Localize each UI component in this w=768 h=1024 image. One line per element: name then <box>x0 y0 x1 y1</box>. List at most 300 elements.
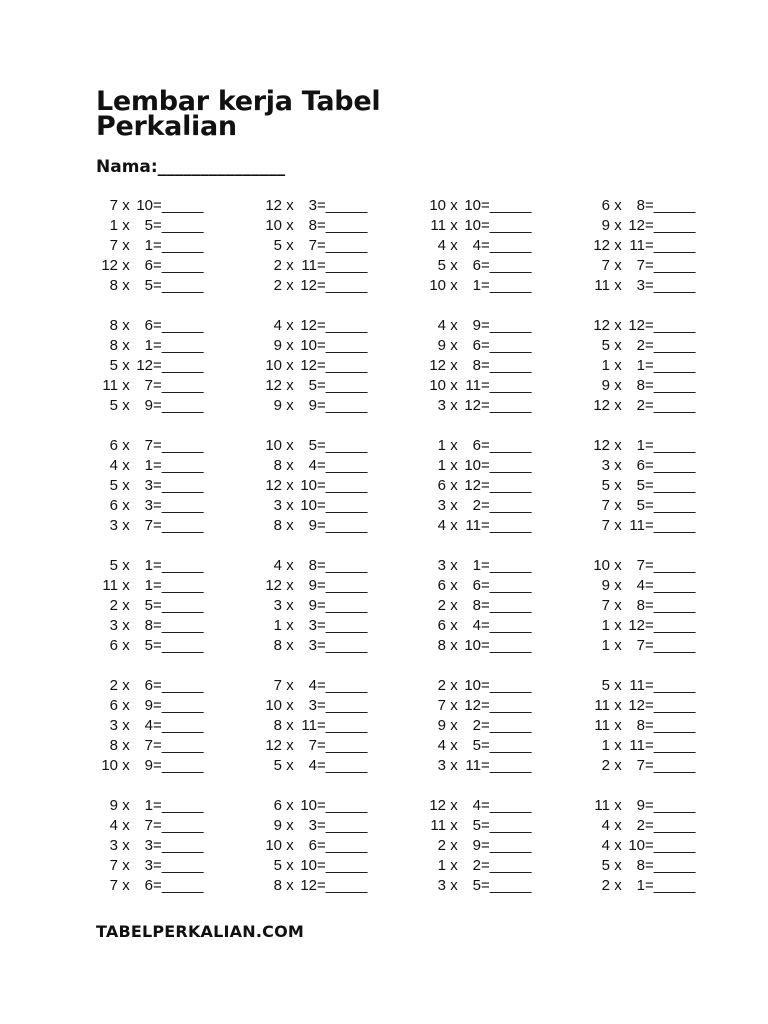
problem-item <box>424 676 531 696</box>
problem-block <box>588 316 695 416</box>
operand-a: 10 <box>593 557 610 574</box>
answer-blank: =_____ <box>153 277 204 294</box>
answer-blank: =_____ <box>317 797 368 814</box>
operand-a: 4 <box>437 737 446 754</box>
operand-b: 6 <box>472 437 481 454</box>
problem-item <box>588 636 695 656</box>
problem-item <box>260 756 367 776</box>
answer-blank: =_____ <box>481 357 532 374</box>
times-sign: x <box>450 477 458 494</box>
operand-a: 11 <box>594 717 610 734</box>
answer-blank: =_____ <box>153 817 204 834</box>
times-sign: x <box>450 877 458 894</box>
operand-a: 7 <box>601 517 610 534</box>
operand-a: 11 <box>594 797 610 814</box>
operand-a: 8 <box>273 717 282 734</box>
times-sign: x <box>614 877 622 894</box>
answer-blank: =_____ <box>317 477 368 494</box>
operand-b: 5 <box>472 737 481 754</box>
answer-blank: =_____ <box>645 497 696 514</box>
operand-b: 10 <box>300 857 317 874</box>
operand-b: 7 <box>636 557 645 574</box>
operand-b: 7 <box>636 257 645 274</box>
times-sign: x <box>122 477 130 494</box>
problem-item <box>588 856 695 876</box>
answer-blank: =_____ <box>481 517 532 534</box>
problem-item <box>260 876 367 896</box>
times-sign: x <box>286 517 294 534</box>
times-sign: x <box>286 857 294 874</box>
operand-b: 9 <box>308 597 317 614</box>
times-sign: x <box>614 757 622 774</box>
answer-blank: =_____ <box>317 717 368 734</box>
answer-blank: =_____ <box>153 877 204 894</box>
operand-b: 12 <box>464 477 481 494</box>
problem-item <box>588 336 695 356</box>
problem-item <box>424 696 531 716</box>
problem-item <box>424 736 531 756</box>
operand-b: 2 <box>636 337 645 354</box>
answer-blank: =_____ <box>481 217 532 234</box>
problem-item <box>588 476 695 496</box>
operand-b: 11 <box>629 737 645 754</box>
times-sign: x <box>286 797 294 814</box>
times-sign: x <box>122 617 130 634</box>
operand-a: 6 <box>109 497 118 514</box>
operand-b: 2 <box>472 717 481 734</box>
times-sign: x <box>450 377 458 394</box>
times-sign: x <box>122 377 130 394</box>
operand-a: 4 <box>273 317 282 334</box>
answer-blank: =_____ <box>317 757 368 774</box>
answer-blank: =_____ <box>481 397 532 414</box>
answer-blank: =_____ <box>317 677 368 694</box>
times-sign: x <box>286 577 294 594</box>
operand-a: 1 <box>601 737 610 754</box>
problem-item <box>96 456 203 476</box>
operand-a: 6 <box>437 577 446 594</box>
operand-b: 5 <box>472 817 481 834</box>
operand-a: 9 <box>601 217 610 234</box>
title-line-1: Lembar kerja Tabel <box>96 86 381 117</box>
operand-b: 1 <box>144 337 153 354</box>
answer-blank: =_____ <box>481 257 532 274</box>
times-sign: x <box>122 797 130 814</box>
answer-blank: =_____ <box>645 237 696 254</box>
answer-blank: =_____ <box>481 317 532 334</box>
operand-b: 9 <box>472 317 481 334</box>
times-sign: x <box>286 877 294 894</box>
answer-blank: =_____ <box>481 617 532 634</box>
answer-blank: =_____ <box>317 857 368 874</box>
problem-item <box>96 196 203 216</box>
times-sign: x <box>450 317 458 334</box>
times-sign: x <box>122 557 130 574</box>
answer-blank: =_____ <box>481 857 532 874</box>
answer-blank: =_____ <box>153 257 204 274</box>
operand-a: 5 <box>109 357 118 374</box>
operand-a: 10 <box>101 757 118 774</box>
answer-blank: =_____ <box>645 717 696 734</box>
operand-b: 3 <box>144 857 153 874</box>
operand-a: 3 <box>273 597 282 614</box>
times-sign: x <box>450 757 458 774</box>
operand-a: 1 <box>437 437 446 454</box>
answer-blank: =_____ <box>481 717 532 734</box>
operand-a: 7 <box>437 697 446 714</box>
times-sign: x <box>122 337 130 354</box>
problem-block <box>260 436 367 536</box>
operand-a: 2 <box>273 257 282 274</box>
problem-item <box>96 516 203 536</box>
name-field-label: Nama:_______________ <box>96 157 286 177</box>
operand-b: 1 <box>636 437 645 454</box>
operand-a: 4 <box>109 457 118 474</box>
problem-item <box>96 816 203 836</box>
operand-a: 9 <box>601 377 610 394</box>
problem-block <box>424 796 531 896</box>
times-sign: x <box>614 617 622 634</box>
times-sign: x <box>450 617 458 634</box>
answer-blank: =_____ <box>153 437 204 454</box>
operand-b: 5 <box>308 437 317 454</box>
answer-blank: =_____ <box>645 797 696 814</box>
times-sign: x <box>286 597 294 614</box>
problem-item <box>588 196 695 216</box>
problem-item <box>424 756 531 776</box>
operand-b: 9 <box>144 697 153 714</box>
problem-item <box>260 716 367 736</box>
problem-item <box>588 696 695 716</box>
times-sign: x <box>122 257 130 274</box>
answer-blank: =_____ <box>317 437 368 454</box>
operand-b: 12 <box>464 697 481 714</box>
times-sign: x <box>286 257 294 274</box>
problem-item <box>260 196 367 216</box>
answer-blank: =_____ <box>481 337 532 354</box>
problem-item <box>260 736 367 756</box>
operand-a: 12 <box>593 237 610 254</box>
operand-a: 1 <box>601 617 610 634</box>
answer-blank: =_____ <box>481 237 532 254</box>
operand-b: 4 <box>636 577 645 594</box>
answer-blank: =_____ <box>317 217 368 234</box>
operand-a: 12 <box>593 437 610 454</box>
times-sign: x <box>614 637 622 654</box>
problem-item <box>260 836 367 856</box>
answer-blank: =_____ <box>645 757 696 774</box>
times-sign: x <box>450 497 458 514</box>
times-sign: x <box>614 357 622 374</box>
operand-b: 1 <box>472 277 481 294</box>
operand-a: 3 <box>109 717 118 734</box>
problem-item <box>96 476 203 496</box>
operand-a: 3 <box>437 397 446 414</box>
problem-item <box>424 476 531 496</box>
problem-item <box>96 556 203 576</box>
problem-item <box>260 496 367 516</box>
operand-b: 3 <box>308 637 317 654</box>
answer-blank: =_____ <box>317 497 368 514</box>
times-sign: x <box>122 837 130 854</box>
operand-b: 3 <box>144 837 153 854</box>
problem-item <box>424 816 531 836</box>
problem-item <box>588 436 695 456</box>
operand-a: 3 <box>601 457 610 474</box>
answer-blank: =_____ <box>153 857 204 874</box>
operand-a: 4 <box>437 317 446 334</box>
answer-blank: =_____ <box>645 337 696 354</box>
operand-b: 9 <box>308 397 317 414</box>
answer-blank: =_____ <box>153 357 204 374</box>
problem-item <box>96 396 203 416</box>
problem-item <box>260 816 367 836</box>
times-sign: x <box>122 277 130 294</box>
answer-blank: =_____ <box>317 837 368 854</box>
problem-block <box>96 436 203 536</box>
operand-b: 1 <box>472 557 481 574</box>
operand-b: 12 <box>464 397 481 414</box>
operand-b: 7 <box>144 517 153 534</box>
operand-a: 12 <box>101 257 118 274</box>
problem-item <box>96 796 203 816</box>
operand-b: 3 <box>308 197 317 214</box>
problem-item <box>424 456 531 476</box>
answer-blank: =_____ <box>645 317 696 334</box>
answer-blank: =_____ <box>645 217 696 234</box>
times-sign: x <box>614 337 622 354</box>
problem-block <box>588 556 695 656</box>
answer-blank: =_____ <box>481 197 532 214</box>
operand-a: 12 <box>593 317 610 334</box>
operand-a: 3 <box>437 497 446 514</box>
times-sign: x <box>450 797 458 814</box>
answer-blank: =_____ <box>153 237 204 254</box>
times-sign: x <box>614 577 622 594</box>
operand-b: 3 <box>144 477 153 494</box>
answer-blank: =_____ <box>317 397 368 414</box>
problem-block <box>260 196 367 296</box>
operand-b: 3 <box>144 497 153 514</box>
times-sign: x <box>614 317 622 334</box>
problem-item <box>424 196 531 216</box>
answer-blank: =_____ <box>645 597 696 614</box>
operand-b: 11 <box>301 717 317 734</box>
times-sign: x <box>450 697 458 714</box>
times-sign: x <box>614 717 622 734</box>
operand-a: 5 <box>273 237 282 254</box>
problem-block <box>260 796 367 896</box>
operand-a: 12 <box>429 357 446 374</box>
problem-item <box>260 556 367 576</box>
times-sign: x <box>614 457 622 474</box>
operand-b: 2 <box>472 857 481 874</box>
problem-item <box>96 576 203 596</box>
operand-b: 3 <box>308 817 317 834</box>
operand-a: 3 <box>437 757 446 774</box>
operand-a: 3 <box>273 497 282 514</box>
operand-a: 3 <box>437 557 446 574</box>
problem-item <box>96 316 203 336</box>
times-sign: x <box>450 637 458 654</box>
problem-item <box>260 576 367 596</box>
answer-blank: =_____ <box>317 577 368 594</box>
operand-b: 6 <box>472 577 481 594</box>
problem-item <box>588 316 695 336</box>
operand-b: 8 <box>472 357 481 374</box>
times-sign: x <box>450 837 458 854</box>
operand-a: 8 <box>109 737 118 754</box>
answer-blank: =_____ <box>645 517 696 534</box>
operand-b: 7 <box>308 237 317 254</box>
times-sign: x <box>614 837 622 854</box>
operand-a: 10 <box>429 197 446 214</box>
times-sign: x <box>286 697 294 714</box>
operand-a: 8 <box>109 337 118 354</box>
operand-b: 7 <box>636 757 645 774</box>
answer-blank: =_____ <box>153 377 204 394</box>
times-sign: x <box>122 717 130 734</box>
answer-blank: =_____ <box>153 637 204 654</box>
operand-a: 9 <box>601 577 610 594</box>
times-sign: x <box>450 737 458 754</box>
operand-b: 10 <box>464 457 481 474</box>
answer-blank: =_____ <box>645 197 696 214</box>
answer-blank: =_____ <box>317 737 368 754</box>
operand-b: 7 <box>308 737 317 754</box>
problem-block <box>96 796 203 896</box>
operand-a: 6 <box>601 197 610 214</box>
operand-b: 10 <box>300 477 317 494</box>
problem-item <box>260 476 367 496</box>
operand-a: 12 <box>429 797 446 814</box>
problem-item <box>424 796 531 816</box>
problem-item <box>96 876 203 896</box>
answer-blank: =_____ <box>481 277 532 294</box>
problem-item <box>588 556 695 576</box>
operand-a: 2 <box>109 597 118 614</box>
answer-blank: =_____ <box>645 477 696 494</box>
operand-b: 8 <box>636 717 645 734</box>
worksheet-title <box>96 86 381 142</box>
problem-item <box>260 636 367 656</box>
times-sign: x <box>450 577 458 594</box>
problem-item <box>588 256 695 276</box>
operand-b: 1 <box>144 577 153 594</box>
answer-blank: =_____ <box>153 217 204 234</box>
problem-item <box>96 716 203 736</box>
operand-b: 5 <box>308 377 317 394</box>
operand-a: 7 <box>601 597 610 614</box>
times-sign: x <box>286 237 294 254</box>
answer-blank: =_____ <box>645 357 696 374</box>
answer-blank: =_____ <box>153 717 204 734</box>
answer-blank: =_____ <box>645 817 696 834</box>
operand-b: 10 <box>628 837 645 854</box>
operand-b: 5 <box>636 497 645 514</box>
problem-item <box>96 216 203 236</box>
problem-item <box>96 256 203 276</box>
problem-item <box>424 336 531 356</box>
operand-a: 2 <box>273 277 282 294</box>
operand-b: 3 <box>308 697 317 714</box>
problem-item <box>424 396 531 416</box>
problem-item <box>96 596 203 616</box>
times-sign: x <box>286 457 294 474</box>
operand-b: 8 <box>636 597 645 614</box>
problem-item <box>96 616 203 636</box>
answer-blank: =_____ <box>645 857 696 874</box>
operand-a: 12 <box>265 477 282 494</box>
operand-b: 12 <box>628 697 645 714</box>
answer-blank: =_____ <box>153 617 204 634</box>
answer-blank: =_____ <box>481 737 532 754</box>
problem-item <box>424 496 531 516</box>
operand-a: 4 <box>273 557 282 574</box>
problem-block <box>588 796 695 896</box>
answer-blank: =_____ <box>645 397 696 414</box>
problem-item <box>96 636 203 656</box>
operand-a: 2 <box>437 837 446 854</box>
operand-a: 4 <box>601 837 610 854</box>
operand-b: 9 <box>144 397 153 414</box>
problem-block <box>96 556 203 656</box>
answer-blank: =_____ <box>481 557 532 574</box>
operand-b: 8 <box>636 197 645 214</box>
times-sign: x <box>286 277 294 294</box>
operand-a: 5 <box>273 857 282 874</box>
problem-item <box>588 736 695 756</box>
answer-blank: =_____ <box>481 797 532 814</box>
times-sign: x <box>122 437 130 454</box>
times-sign: x <box>614 817 622 834</box>
operand-a: 9 <box>273 817 282 834</box>
operand-b: 4 <box>472 797 481 814</box>
operand-b: 11 <box>465 757 481 774</box>
problem-item <box>588 876 695 896</box>
operand-a: 10 <box>265 437 282 454</box>
answer-blank: =_____ <box>153 557 204 574</box>
times-sign: x <box>450 557 458 574</box>
operand-b: 4 <box>308 457 317 474</box>
problem-item <box>260 596 367 616</box>
answer-blank: =_____ <box>153 477 204 494</box>
times-sign: x <box>122 737 130 754</box>
problem-item <box>260 336 367 356</box>
answer-blank: =_____ <box>153 837 204 854</box>
problem-item <box>260 396 367 416</box>
operand-a: 7 <box>601 497 610 514</box>
problem-item <box>260 856 367 876</box>
times-sign: x <box>450 817 458 834</box>
times-sign: x <box>122 757 130 774</box>
operand-a: 12 <box>265 577 282 594</box>
times-sign: x <box>614 437 622 454</box>
operand-b: 4 <box>472 617 481 634</box>
operand-a: 1 <box>109 217 118 234</box>
operand-b: 2 <box>472 497 481 514</box>
times-sign: x <box>450 237 458 254</box>
operand-b: 9 <box>472 837 481 854</box>
operand-a: 2 <box>601 757 610 774</box>
operand-b: 6 <box>144 877 153 894</box>
problem-item <box>424 316 531 336</box>
times-sign: x <box>122 517 130 534</box>
times-sign: x <box>122 497 130 514</box>
operand-b: 9 <box>144 757 153 774</box>
times-sign: x <box>614 697 622 714</box>
times-sign: x <box>614 597 622 614</box>
